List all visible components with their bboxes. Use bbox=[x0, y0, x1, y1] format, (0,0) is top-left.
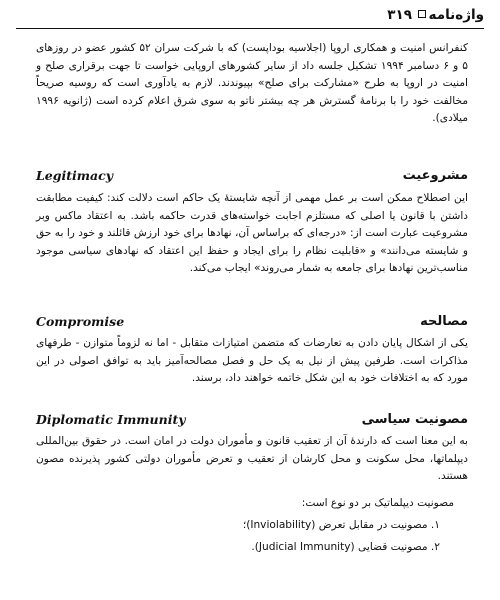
section-title-fa: مشروعیت bbox=[402, 168, 468, 183]
header-rule bbox=[16, 28, 484, 29]
section-heading-diplomatic-immunity bbox=[36, 410, 468, 430]
list-item: ۲. مصونیت قضایی (Judicial Immunity). bbox=[251, 541, 440, 553]
intro-paragraph: کنفرانس امنیت و همکاری اروپا (اجلاسیه بوداپست) که با شرکت سران ۵۲ کشور عضو در روزهای ۵ و ۶ دسامبر ۱۹۹۴ تشکیل جلسه داد از سایر کشورهای اروپایی خواست تا جهت برقراری صلح و امنیت در اروپا به طرح «مشارکت برای صلح» بپیوندند. لازم به یادآوری است که روسیه صریحاً مخالفت خود را با برنامهٔ گسترش هر چه بیشتر ناتو به سوی شرق اعلام کرده است (ژانویه ۱۹۹۶ میلادی). bbox=[36, 42, 468, 125]
section-body-compromise: یکی از اشکال پایان دادن به تعارضات که متضمن امتیازات متقابل - اما نه لزوماً متوازن - طرفهای مذاکرات است. طرفین پیش از نیل به یک حل و فصل مصالحه‌آمیز باید به توافق اصولی در این مورد که به اختلافات خود به این شکل خاتمه خواهند داد، برسند. bbox=[36, 337, 468, 385]
list-item: ۱. مصونیت در مقابل تعرض (Inviolability)؛ bbox=[242, 519, 440, 531]
section-heading-legitimacy bbox=[36, 166, 468, 186]
section-body-legitimacy: این اصطلاح ممکن است بر عمل مهمی از آنچه شایستهٔ یک حاکم است دلالت کند: کیفیت مطابقت داشتن با قانون یا اصلی که مستلزم اجابت خواسته‌های قدرت حاکمه باشد. به اعتقاد ماکس وبر مشروعیت عبارت است از: «درجه‌ای که براساس آن، نهادها برای خود ارزش قائلند و خود را به حق و شایسته می‌دانند» و «قابلیت نظام را برای ایجاد و حفظ این اعتقاد که نهادهای سیاسی موجود مناسب‌ترین نهادها برای جامعه به شمار می‌روند» ایجاب می‌کند. bbox=[36, 192, 468, 275]
section-body-diplomatic-immunity: به این معنا است که دارندهٔ آن از تعقیب قانون و مأموران دولت در امان است. در حقوق بین‌المللی دیپلماتها، محل سکونت و محل کارشان از تعقیب و تعرض مأموران دولتی کشور پذیرنده مصون هستند. bbox=[36, 435, 468, 483]
section-title-fa: مصالحه bbox=[420, 314, 468, 329]
section-title-en: Compromise bbox=[36, 314, 125, 329]
square-separator-icon bbox=[418, 10, 426, 18]
section-heading-compromise bbox=[36, 312, 468, 332]
header-title: واژه‌نامه bbox=[428, 7, 484, 23]
list-intro: مصونیت دیپلماتیک بر دو نوع است: bbox=[301, 497, 454, 509]
section-title-en: Legitimacy bbox=[36, 168, 113, 183]
section-title-en: Diplomatic Immunity bbox=[36, 412, 186, 427]
running-header bbox=[16, 4, 484, 26]
section-title-fa: مصونیت سیاسی bbox=[361, 412, 468, 427]
page-number: ۳۱۹ bbox=[387, 7, 412, 23]
